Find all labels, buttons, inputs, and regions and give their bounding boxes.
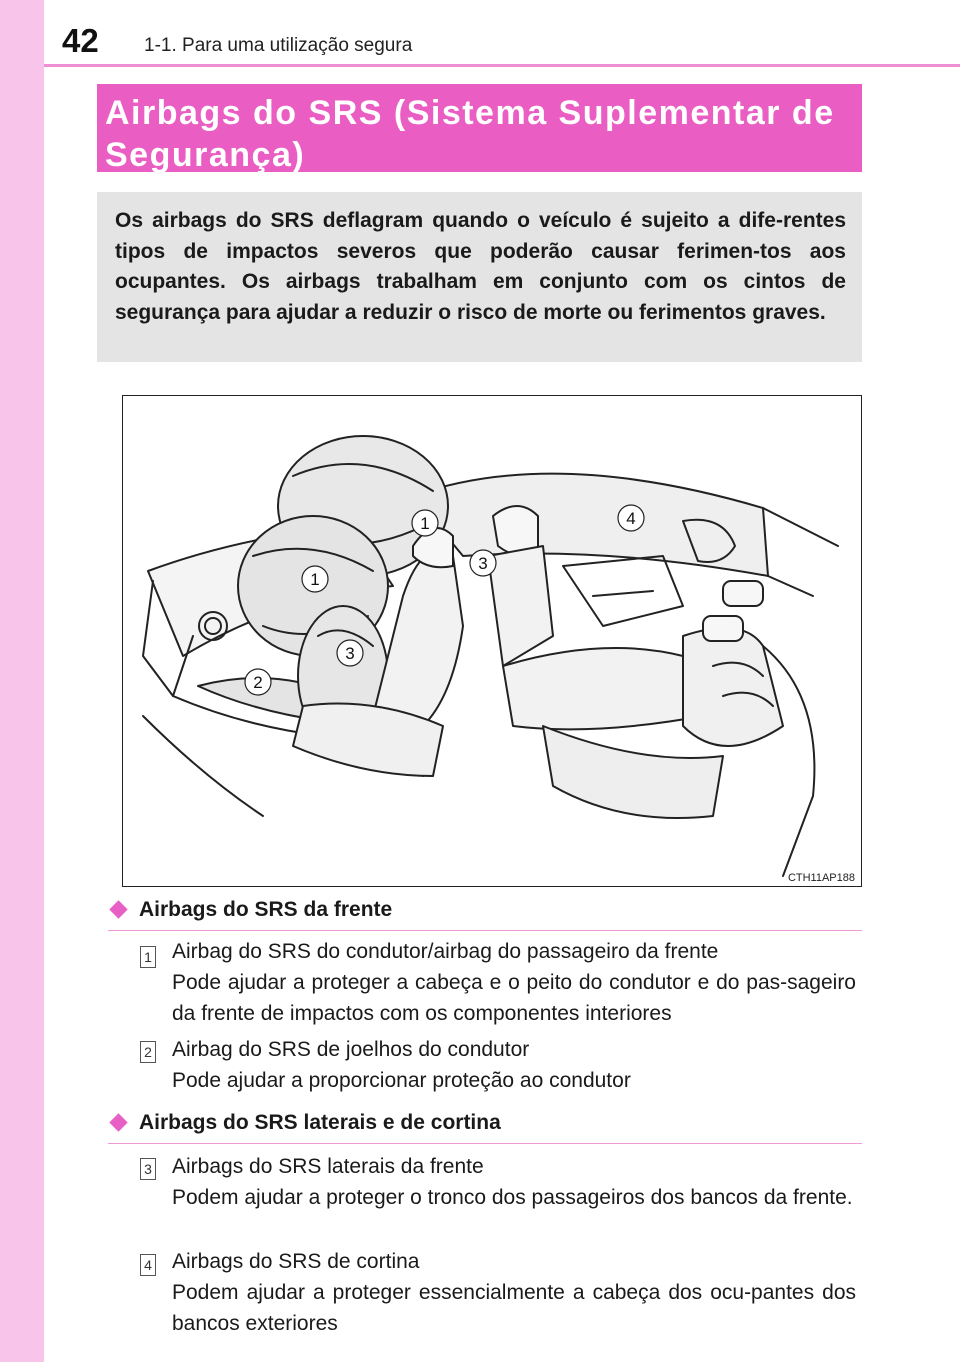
callout-1-upper-label: 1 (420, 514, 430, 533)
airbag-diagram (122, 395, 862, 887)
callout-1-lower-label: 1 (310, 570, 320, 589)
page-title: Airbags do SRS (Sistema Suplementar de Segurança) (97, 84, 862, 172)
callout-1-upper (412, 510, 438, 536)
item-2-title: Airbag do SRS de joelhos do condutor (172, 1038, 530, 1061)
item-1 (172, 936, 856, 1029)
section-heading-front-text: Airbags do SRS da frente (139, 898, 393, 921)
item-4 (172, 1246, 856, 1339)
item-1-title: Airbag do SRS do condutor/airbag do passageiro da frente (172, 940, 719, 963)
section-header: 1-1. Para uma utilização segura (144, 35, 413, 56)
callout-3-upper (470, 550, 496, 576)
callout-3-lower-label: 3 (345, 644, 355, 663)
section-heading-side-curtain-text: Airbags do SRS laterais e de cortina (139, 1111, 501, 1134)
item-3-title: Airbags do SRS laterais da frente (172, 1155, 484, 1178)
item-4-desc: Podem ajudar a proteger essencialmente a cabeça dos ocu-pantes dos bancos exteriores (172, 1281, 856, 1335)
side-color-strip (0, 0, 44, 1362)
callout-4-label: 4 (626, 509, 636, 528)
car-interior-illustration (123, 396, 861, 886)
item-4-title: Airbags do SRS de cortina (172, 1250, 420, 1273)
section-heading-front (108, 898, 862, 931)
callout-3-upper-label: 3 (478, 554, 488, 573)
callout-2 (245, 669, 271, 695)
diamond-bullet-icon (109, 900, 127, 918)
figure-code: CTH11AP188 (787, 872, 855, 884)
callout-2-label: 2 (253, 673, 263, 692)
page-number: 42 (62, 22, 99, 59)
section-heading-side-curtain (108, 1111, 862, 1144)
intro-paragraph: Os airbags do SRS deflagram quando o veículo é sujeito a dife-rentes tipos de impactos severos que poderão causar ferimen-tos aos ocupantes. Os airbags trabalham em conjunto com os cintos de segurança para ajudar a reduzir o risco de morte ou ferimentos graves. (97, 192, 862, 362)
item-number-2: 2 (140, 1041, 156, 1063)
item-3 (172, 1151, 856, 1213)
item-2-desc: Pode ajudar a proporcionar proteção ao condutor (172, 1069, 631, 1092)
callout-3-lower (337, 640, 363, 666)
callout-1-lower (302, 566, 328, 592)
header-rule (44, 64, 960, 67)
item-number-4: 4 (140, 1254, 156, 1276)
diamond-bullet-icon (109, 1113, 127, 1131)
item-2 (172, 1034, 856, 1096)
item-number-1: 1 (140, 946, 156, 968)
callout-4 (618, 505, 644, 531)
item-number-3: 3 (140, 1158, 156, 1180)
item-3-desc: Podem ajudar a proteger o tronco dos passageiros dos bancos da frente. (172, 1186, 853, 1209)
item-1-desc: Pode ajudar a proteger a cabeça e o peito do condutor e do pas-sageiro da frente de impactos com os componentes interiores (172, 971, 856, 1025)
